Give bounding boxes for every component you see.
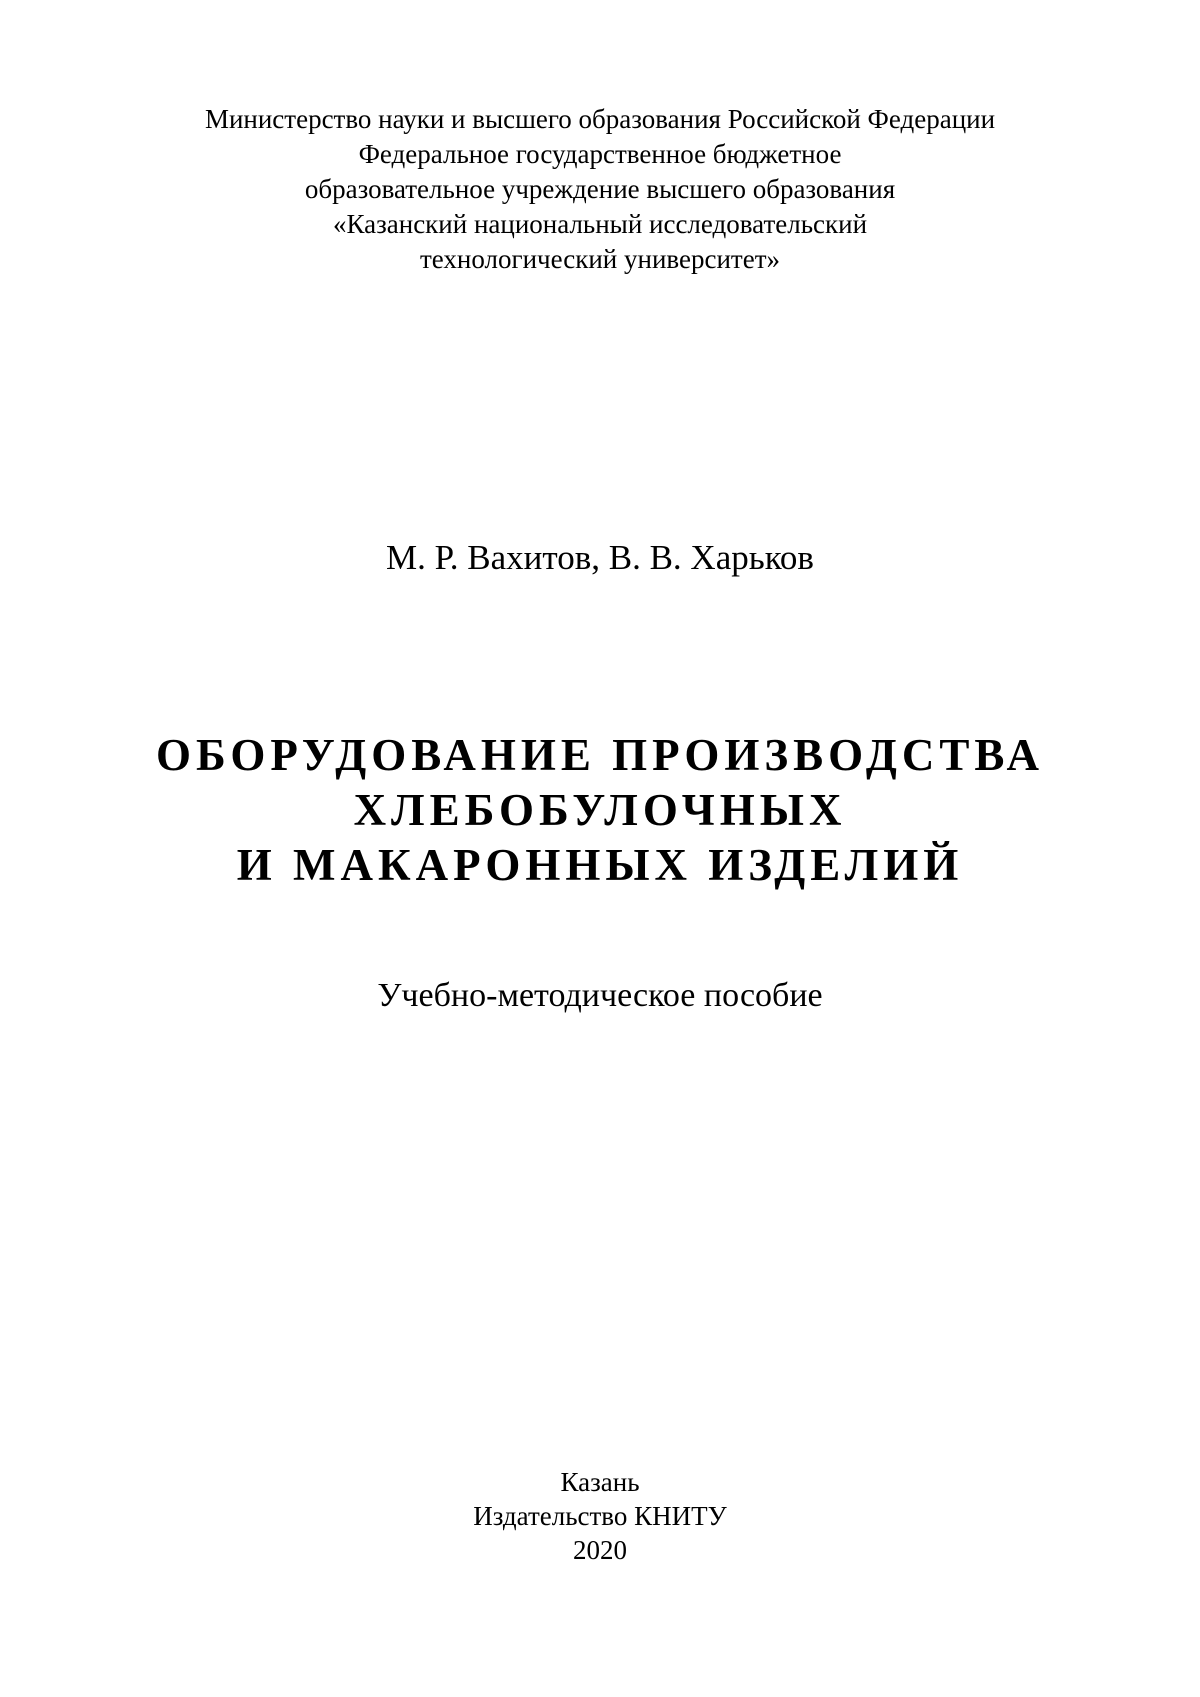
book-title [0, 728, 1200, 893]
book-subtitle: Учебно-методическое пособие [377, 977, 823, 1014]
book-title-line-2: ХЛЕБОБУЛОЧНЫХ [353, 785, 847, 835]
imprint [0, 1465, 1200, 1567]
ministry-line: Министерство науки и высшего образования Российской Федерации [204, 104, 996, 134]
imprint-year: 2020 [573, 1535, 627, 1565]
university-name-line: «Казанский национальный исследовательский [332, 209, 868, 239]
book-title-line-1: ОБОРУДОВАНИЕ ПРОИЗВОДСТВА [155, 730, 1045, 780]
institution-type-line-2: образовательное учреждение высшего образования [304, 174, 896, 204]
authors: М. Р. Вахитов, В. В. Харьков [386, 538, 814, 577]
institution-header [0, 102, 1200, 277]
university-name-line-2: технологический университет» [420, 244, 780, 274]
book-title-line-3: И МАКАРОННЫХ ИЗДЕЛИЙ [236, 840, 964, 890]
institution-type-line: Федеральное государственное бюджетное [358, 139, 842, 169]
imprint-publisher: Издательство КНИТУ [473, 1501, 727, 1531]
imprint-city: Казань [560, 1467, 640, 1497]
